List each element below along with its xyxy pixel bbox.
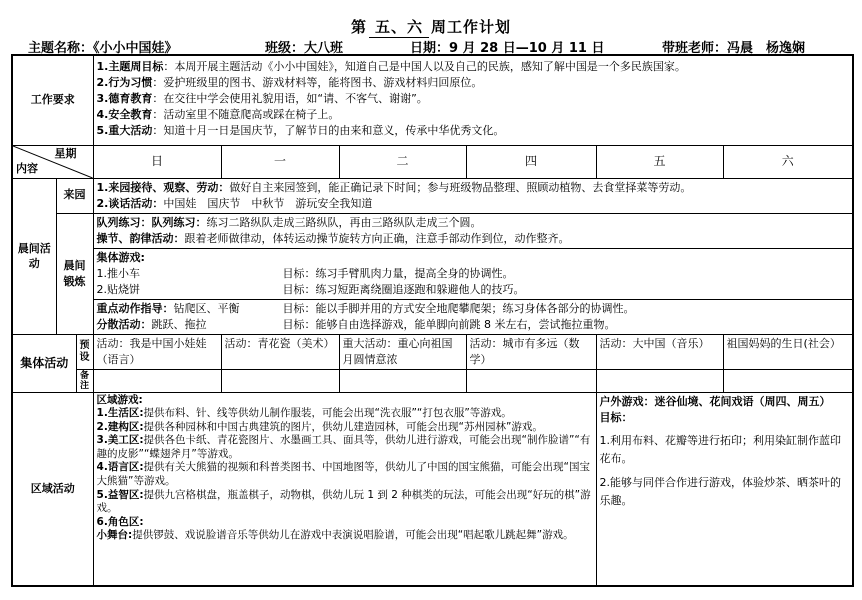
teachers: 带班老师：冯晨 杨逸娴	[662, 41, 806, 56]
note-cell	[723, 369, 853, 392]
note-cell	[221, 369, 339, 392]
arrive-row	[12, 178, 853, 213]
group-activity-cell: 活动：青花瓷（美术）	[221, 334, 339, 369]
group-plan-label: 预设	[76, 334, 93, 369]
area-item: 小舞台:提供锣鼓、戏说脸谱音乐等供幼儿在游戏中表演说唱脸谱，可能会出现“唱起歌儿跳起舞”游戏。	[96, 529, 574, 542]
game-item: 2.贴烧饼 目标：练习短距离绕圈追逐跑和躲避他人的技巧。	[96, 282, 525, 296]
area-item: 1.生活区:提供布料、针、线等供幼儿制作服装，可能会出现“洗衣服”“打包衣服”等游戏。	[96, 407, 512, 420]
group-plan-row	[12, 334, 853, 369]
area-label: 区域活动	[12, 392, 93, 586]
work-item: 3.德育教育：在交往中学会使用礼貌用语，如“请、不客气、谢谢”。	[96, 92, 428, 105]
key-action-item: 重点动作指导：钻爬区、平衡 目标：能以手脚并用的方式安全地爬攀爬架；练习身体各部分的协调性。	[96, 301, 635, 315]
drill-row	[12, 213, 853, 248]
group-note-label: 备注	[76, 369, 93, 392]
group-activity-cell: 活动：城市有多远（数学）	[466, 334, 596, 369]
key-action-content	[93, 299, 853, 334]
day-header: 六	[723, 145, 853, 178]
day-header: 日	[93, 145, 221, 178]
corner-weekday: 星期	[54, 146, 77, 160]
arrive-content	[93, 178, 853, 213]
outdoor-goal: 1.利用布料、花瓣等进行拓印；利用染缸制作蓝印花布。	[599, 433, 842, 465]
day-header: 二	[339, 145, 466, 178]
note-cell	[466, 369, 596, 392]
class-name: 班级：大八班	[265, 41, 344, 56]
game-item: 1.推小车 目标：练习手臂肌肉力量，提高全身的协调性。	[96, 266, 514, 280]
outdoor-goal-label: 目标：	[599, 410, 633, 424]
group-activity-cell: 活动：大中国（音乐）	[596, 334, 723, 369]
work-content	[93, 55, 853, 145]
week-row	[12, 145, 853, 178]
outdoor-title: 户外游戏：迷谷仙境、花间戏语（周四、周五）	[599, 394, 831, 408]
work-item: 2.行为习惯：爱护班级里的图书、游戏材料等，能将图书、游戏材料归回原位。	[96, 76, 483, 89]
plan-table	[11, 54, 854, 587]
outdoor-content	[596, 392, 853, 586]
area-item: 5.益智区:提供九宫格棋盘，瓶盖棋子，动物棋，供幼儿玩 1 到 2 种棋类的玩法，可能会出现“好玩的棋”游戏。	[96, 488, 591, 515]
day-header: 五	[596, 145, 723, 178]
area-row	[12, 392, 853, 586]
group-activity-cell: 重大活动：重心向祖国 月圆情意浓	[339, 334, 466, 369]
week-corner	[12, 145, 93, 178]
area-item: 3.美工区:提供各色卡纸、青花瓷图片、水墨画工具、面具等，供幼儿进行游戏，可能会出现“制作脸谱”“有趣的皮影”“蝶翅斧月”等游戏。	[96, 434, 591, 460]
outdoor-goal: 2.能够与同伴合作进行游戏，体验炒茶、晒茶叶的乐趣。	[599, 475, 842, 507]
work-label: 工作要求	[12, 55, 93, 145]
day-header: 四	[466, 145, 596, 178]
group-activity-label: 集体活动	[12, 334, 76, 392]
work-item: 4.安全教育：活动室里不随意爬高或踩在椅子上。	[96, 108, 340, 121]
note-cell	[93, 369, 221, 392]
work-row	[12, 55, 853, 145]
title-suffix: 周工作计划	[431, 18, 512, 36]
theme-name: 主题名称：《小小中国娃》	[28, 41, 178, 56]
page-title	[0, 16, 862, 38]
group-game-row	[12, 248, 853, 299]
exercise-label: 晨间锻炼	[56, 213, 93, 334]
area-item: 4.语言区:提供有关大熊猫的视频和科普类图书、中国地图等，供幼儿了中国的国宝熊猫，可能会出现“国宝大熊猫”等游戏。	[96, 461, 590, 488]
scatter-item: 分散活动：跳跃、拖拉 目标：能够自由选择游戏，能单脚向前跳 8 米左右，尝试拖拉重物。	[96, 317, 616, 331]
title-prefix: 第	[350, 18, 367, 36]
corner-content: 内容	[16, 162, 38, 175]
note-cell	[339, 369, 466, 392]
group-game-content	[93, 248, 853, 299]
morning-label: 晨间活动	[12, 178, 56, 334]
area-item: 2.建构区:提供各种园林和中国古典建筑的图片，供幼儿建造园林，可能会出现“苏州园林”游戏。	[96, 420, 543, 433]
rhythm-item: 操节、韵律活动：跟着老师做律动，体转运动操节旋转方向正确，注意手部动作到位，动作整齐。	[96, 231, 570, 245]
work-item: 1.主题周目标：本周开展主题活动《小小中国娃》，知道自己是中国人以及自己的民族，感知了解中国是一个多民族国家。	[96, 60, 686, 73]
group-activity-cell: 祖国妈妈的生日(社会）	[723, 334, 853, 369]
work-item: 5.重大活动：知道十月一日是国庆节，了解节日的由来和意义，传承中华优秀文化。	[96, 124, 505, 137]
arrive-label: 来园	[56, 178, 93, 213]
note-cell	[596, 369, 723, 392]
key-action-row	[12, 299, 853, 334]
day-header: 一	[221, 145, 339, 178]
area-item: 6.角色区:	[96, 515, 144, 528]
area-content	[93, 392, 596, 586]
arrive-item: 2.谈话活动：中国娃 国庆节 中秋节 游玩安全我知道	[96, 196, 373, 210]
date-range: 日期：9 月 28 日—10 月 11 日	[410, 41, 605, 56]
arrive-item: 1.来园接待、观察、劳动：做好自主来园签到，能正确记录下时间；参与班级物品整理、照顾动植物、去食堂择菜等劳动。	[96, 180, 692, 194]
group-game-title: 集体游戏:	[96, 250, 145, 264]
drill-item: 队列练习：队列练习：练习二路纵队走成三路纵队，再由三路纵队走成三个圆。	[96, 215, 482, 229]
group-activity-cell: 活动：我是中国小娃娃（语言）	[93, 334, 221, 369]
group-note-row	[12, 369, 853, 392]
area-title: 区域游戏:	[96, 393, 143, 406]
drill-content	[93, 213, 853, 248]
title-weeks: 五、六	[369, 16, 429, 38]
